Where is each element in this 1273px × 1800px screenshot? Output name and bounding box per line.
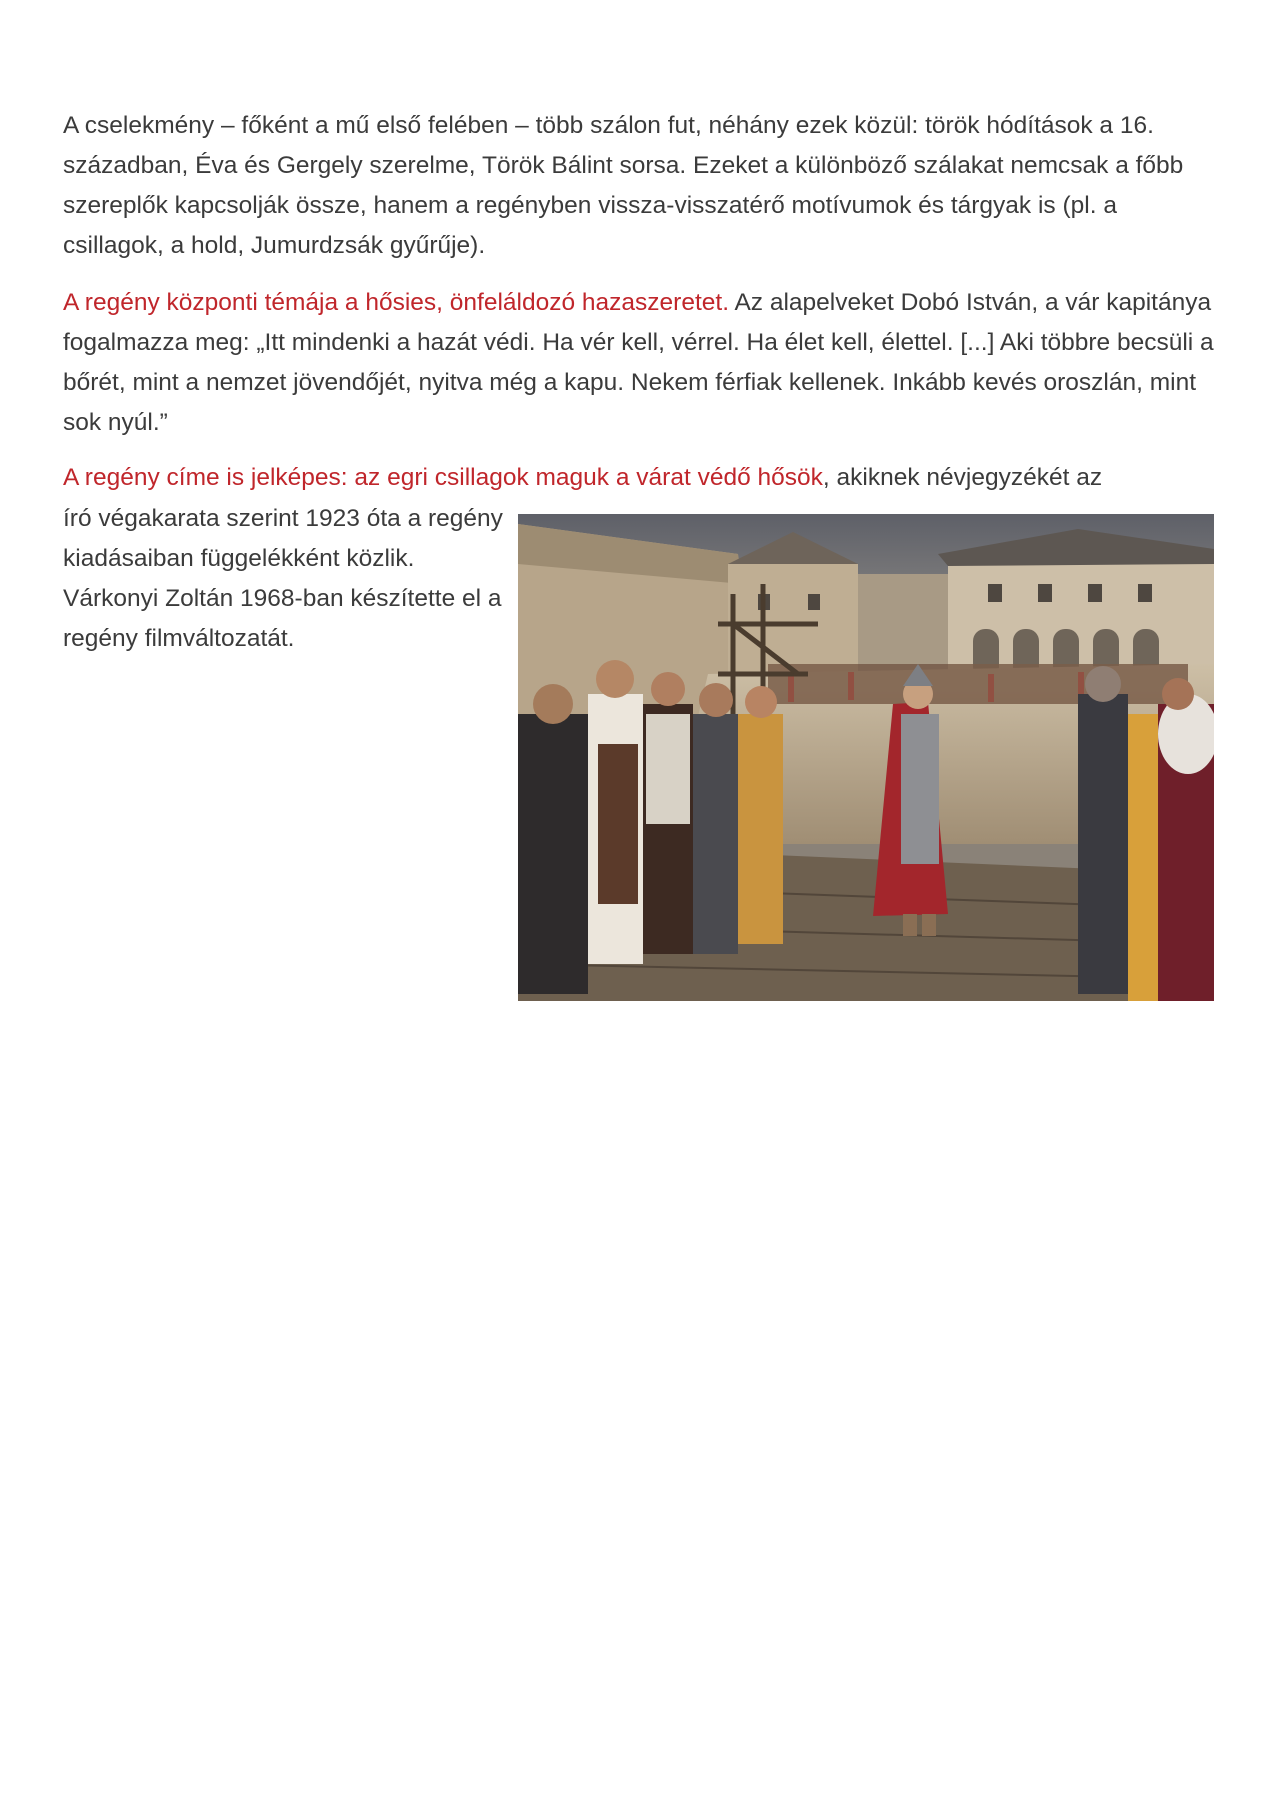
title-meaning-text: , akiknek névjegyzékét az bbox=[822, 464, 1103, 491]
theme-highlight: A regény központi témája a hősies, önfeláldozó hazaszeretet. bbox=[63, 289, 729, 316]
theme-text: Az alapelveket Dobó István, a vár kapitánya fogalmazza meg: „Itt mindenki a hazát védi. Ha vér kell, vérrel. Ha élet kell, élettel. [...] Aki többre becsüli a bőrét, mint a nemzet jövendőjét, nyitva még a kapu. Nekem férfiak kellenek. Inkább kevés oroszlán, mint sok nyúl.” bbox=[63, 289, 1214, 436]
paragraph-theme bbox=[63, 283, 1215, 443]
paragraph-title-meaning bbox=[63, 458, 1215, 498]
film-still-illustration bbox=[518, 514, 1214, 1001]
title-meaning-highlight: A regény címe is jelképes: az egri csillagok maguk a várat védő hősök bbox=[63, 464, 823, 491]
film-still-image bbox=[518, 514, 1214, 1001]
paragraph-plot bbox=[63, 106, 1215, 266]
paragraph-plot-text: A cselekmény – főként a mű első felében – több szálon fut, néhány ezek közül: török hódítások a 16. században, Éva és Gergely szerelme, Török Bálint sorsa. Ezeket a különböző szálakat nemcsak a főbb szereplők kapcsolják össze, hanem a regényben vissza-visszatérő motívumok és tárgyak is (pl. a csillagok, a hold, Jumurdzsák gyűrűje). bbox=[63, 112, 1184, 259]
paragraph-film-note: író végakarata szerint 1923 óta a regény kiadásaiban függelékként közlik. Várkonyi Zoltán 1968-ban készítette el a regény filmváltozatát. bbox=[63, 505, 503, 652]
